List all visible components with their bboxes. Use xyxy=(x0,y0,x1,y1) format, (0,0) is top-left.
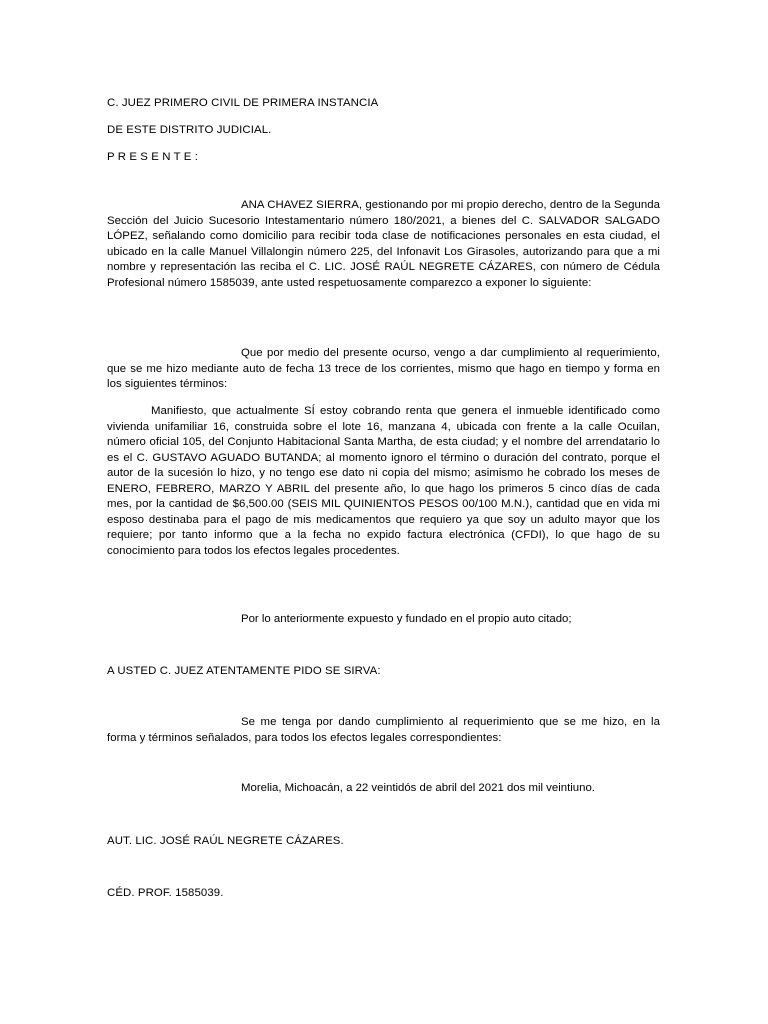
addressee-line-2: DE ESTE DISTRITO JUDICIAL. xyxy=(107,124,272,136)
addressee-line-1: C. JUEZ PRIMERO CIVIL DE PRIMERA INSTANCIA xyxy=(107,97,379,109)
petition-paragraph: Se me tenga por dando cumplimiento al requerimiento que se me hizo, en la forma y términos señalados, para todos los efectos legales correspondientes: xyxy=(107,716,660,744)
statement-paragraph: Manifiesto, que actualmente SÍ estoy cobrando renta que genera el inmueble identificado como vivienda unifamiliar 16, construida sobre el lote 16, manzana 4, ubicada con frente a la calle Ocuilan, número oficial 105, del Conjunto Habitacional Santa Martha, de esta ciudad; y el nombre del arrendatario lo es el C. GUSTAVO AGUADO BUTANDA; al momento ignoro el término o duración del contrato, porque el autor de la sucesión lo hizo, y no tengo ese dato ni copia del mismo; asimismo he cobrado los meses de ENERO, FEBRERO, MARZO Y ABRIL del presente año, lo que hago los primeros 5 cinco días de cada mes, por la cantidad de $6,500.00 (SEIS MIL QUINIENTOS PESOS 00/100 M.N.), cantidad que en vida mi esposo destinaba para el pago de mis medicamentos que requiero ya que soy un adulto mayor que los requiere; por tanto informo que a la fecha no expido factura electrónica (CFDI), lo que hago de su conocimiento para todos los efectos legales procedentes. xyxy=(107,405,660,557)
authorized-lawyer: AUT. LIC. JOSÉ RAÚL NEGRETE CÁZARES. xyxy=(107,835,344,847)
presente-heading: P R E S E N T E : xyxy=(107,151,198,163)
place-date: Morelia, Michoacán, a 22 veintidós de abril del 2021 dos mil veintiuno. xyxy=(241,782,595,794)
professional-id: CÉD. PROF. 1585039. xyxy=(107,887,224,899)
petition-heading: A USTED C. JUEZ ATENTAMENTE PIDO SE SIRVA: xyxy=(107,665,381,677)
intro-paragraph: ANA CHAVEZ SIERRA, gestionando por mi propio derecho, dentro de la Segunda Sección del Juicio Sucesorio Intestamentario número 180/2021, a bienes del C. SALVADOR SALGADO LÓPEZ, señalando como domicilio para recibir toda clase de notificaciones personales en esta ciudad, el ubicado en la calle Manuel Villalongin número 225, del Infonavit Los Girasoles, autorizando para que a mi nombre y representación las reciba el C. LIC. JOSÉ RAÚL NEGRETE CÁZARES, con número de Cédula Profesional número 1585039, ante usted respetuosamente comparezco a exponer lo siguiente: xyxy=(107,199,660,289)
compliance-paragraph: Que por medio del presente ocurso, vengo a dar cumplimiento al requerimiento, que se me hizo mediante auto de fecha 13 trece de los corrientes, mismo que hago en tiempo y forma en los siguientes términos: xyxy=(107,347,660,390)
closing-statement: Por lo anteriormente expuesto y fundado en el propio auto citado; xyxy=(241,613,572,625)
